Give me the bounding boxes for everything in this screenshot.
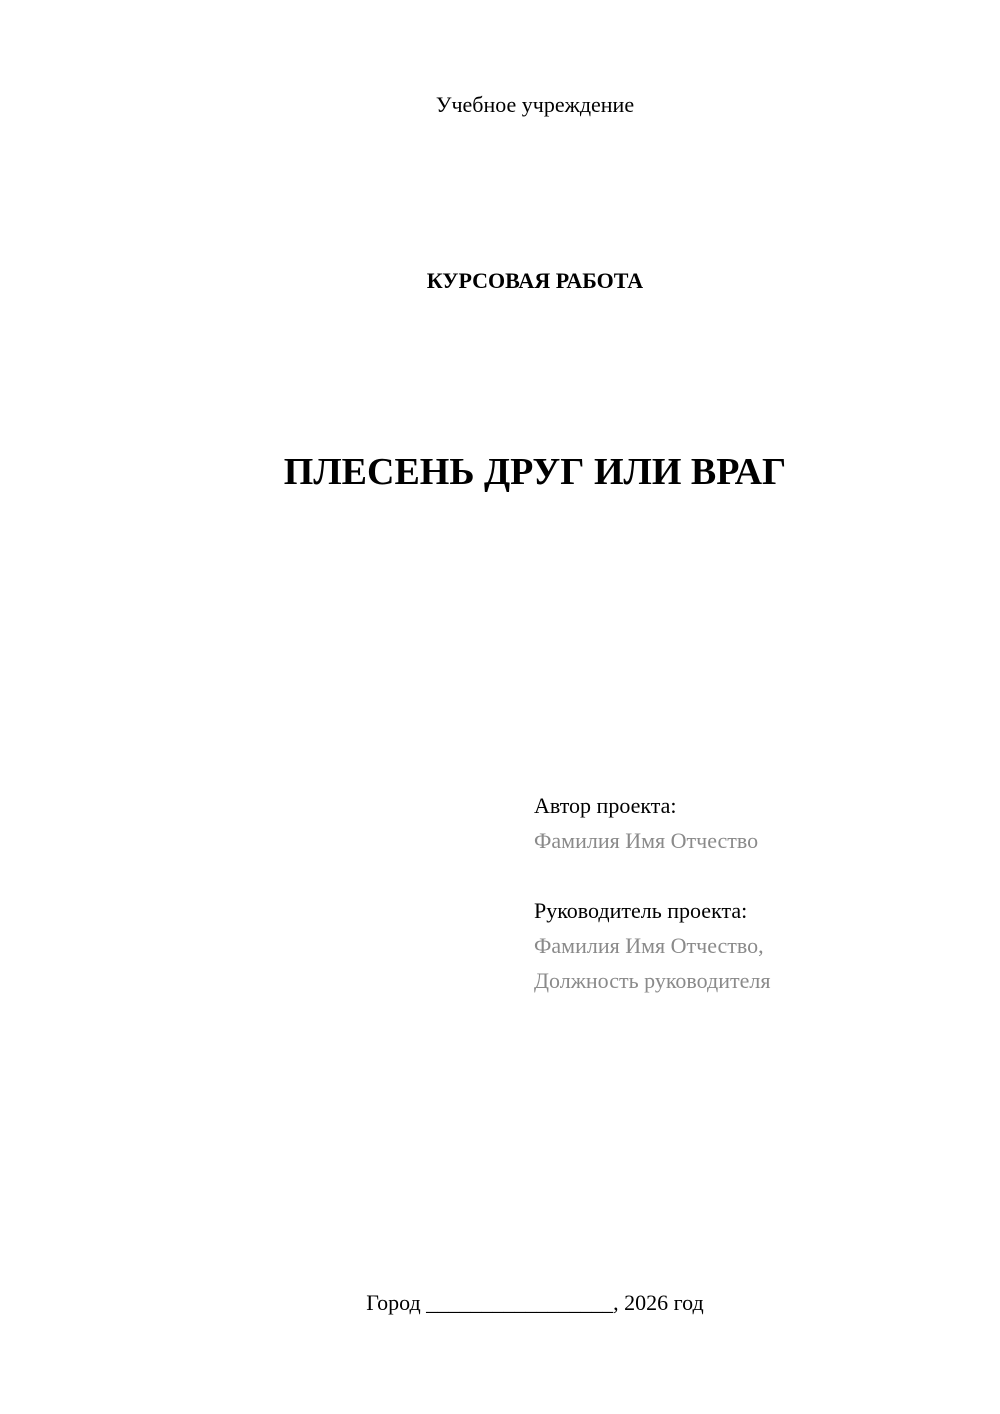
supervisor-label: Руководитель проекта: bbox=[534, 898, 748, 923]
work-type-heading: КУРСОВАЯ РАБОТА bbox=[426, 268, 644, 293]
institution-name: Учебное учреждение bbox=[435, 92, 635, 117]
author-label: Автор проекта: bbox=[534, 793, 677, 818]
supervisor-name: Фамилия Имя Отчество, bbox=[534, 933, 764, 958]
project-info-block bbox=[534, 788, 770, 998]
info-spacer bbox=[534, 858, 770, 893]
document-title: ПЛЕСЕНЬ ДРУГ ИЛИ ВРАГ bbox=[283, 451, 787, 493]
author-name: Фамилия Имя Отчество bbox=[534, 828, 759, 853]
supervisor-position: Должность руководителя bbox=[534, 968, 771, 993]
city-year-footer: Город _________________, 2026 год bbox=[366, 1290, 704, 1315]
